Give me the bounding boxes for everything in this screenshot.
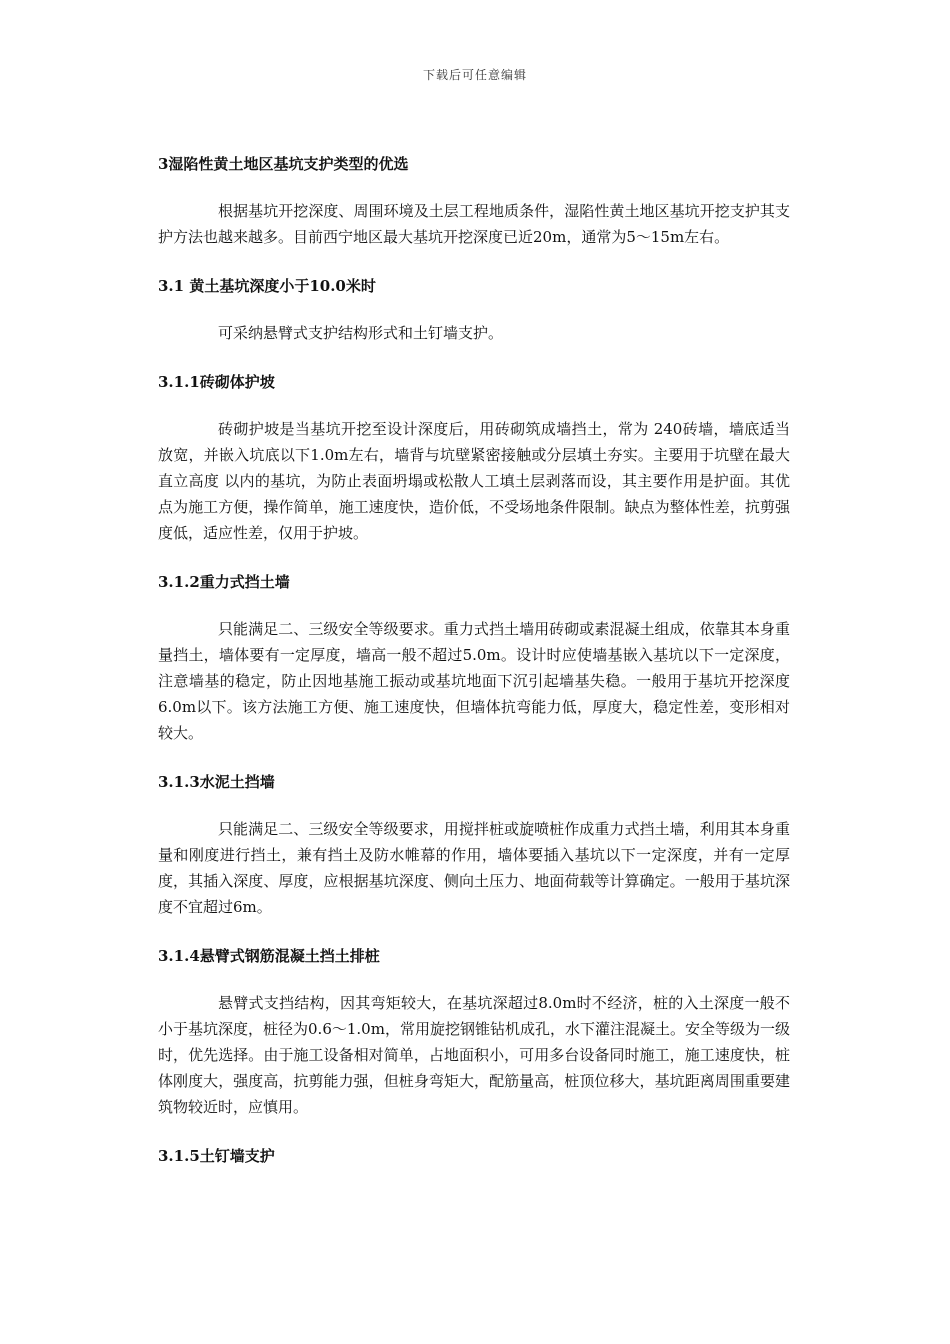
- section-heading-3-1-1: 3.1.1砖砌体护坡: [158, 373, 275, 391]
- section-body-3-1: 可采纳悬臂式支护结构形式和土钉墙支护。: [218, 324, 504, 342]
- document-body: [158, 150, 790, 1170]
- section-heading-3-1-5: 3.1.5土钉墙支护: [158, 1147, 275, 1165]
- section-body-3-1-4: 悬臂式支挡结构，因其弯矩较大，在基坑深超过8.0m时不经济，桩的入土深度一般不小于基坑深度，桩径为0.6～1.0m，常用旋挖钢锥钻机成孔，水下灌注混凝土。安全等级为一级时，优先选择。由于施工设备相对简单，占地面积小，可用多台设备同时施工，施工速度快，桩体刚度大，强度高，抗剪能力强，但桩身弯矩大，配筋量高，桩顶位移大，基坑距离周围重要建筑物较近时，应慎用。: [158, 994, 790, 1116]
- section-heading-3-1-4: 3.1.4悬臂式钢筋混凝土挡土排桩: [158, 947, 380, 965]
- section-body-3-1-2: 只能满足二、三级安全等级要求。重力式挡土墙用砖砌或素混凝土组成，依靠其本身重量挡土，墙体要有一定厚度，墙高一般不超过5.0m。设计时应使墙基嵌入基坑以下一定深度，注意墙基的稳定，防止因地基施工振动或基坑地面下沉引起墙基失稳。一般用于基坑开挖深度6.0m以下。该方法施工方便、施工速度快，但墙体抗弯能力低，厚度大，稳定性差，变形相对较大。: [158, 620, 790, 742]
- section-heading-3-1-2: 3.1.2重力式挡土墙: [158, 573, 290, 591]
- section-body-3: 根据基坑开挖深度、周围环境及土层工程地质条件，湿陷性黄土地区基坑开挖支护其支护方法也越来越多。目前西宁地区最大基坑开挖深度已近20m，通常为5～15m左右。: [158, 202, 790, 246]
- section-body-3-1-1: 砖砌护坡是当基坑开挖至设计深度后，用砖砌筑成墙挡土，常为 240砖墙，墙底适当放宽，并嵌入坑底以下1.0m左右，墙背与坑壁紧密接触或分层填土夯实。主要用于坑壁在最大直立高度 以内的基坑，为防止表面坍塌或松散人工填土层剥落而设，其主要作用是护面。其优点为施工方便，操作简单，施工速度快，造价低，不受场地条件限制。缺点为整体性差，抗剪强度低，适应性差，仅用于护坡。: [158, 420, 790, 542]
- page-header: 下载后可任意编辑: [422, 68, 527, 82]
- section-heading-3-1-3: 3.1.3水泥土挡墙: [158, 773, 275, 791]
- section-heading-3: 3湿陷性黄土地区基坑支护类型的优选: [158, 155, 409, 173]
- section-body-3-1-3: 只能满足二、三级安全等级要求，用搅拌桩或旋喷桩作成重力式挡土墙，利用其本身重量和刚度进行挡土，兼有挡土及防水帷幕的作用，墙体要插入基坑以下一定深度，并有一定厚度，其插入深度、厚度，应根据基坑深度、侧向土压力、地面荷载等计算确定。一般用于基坑深度不宜超过6m。: [158, 820, 790, 916]
- section-heading-3-1: 3.1 黄土基坑深度小于10.0米时: [158, 277, 376, 295]
